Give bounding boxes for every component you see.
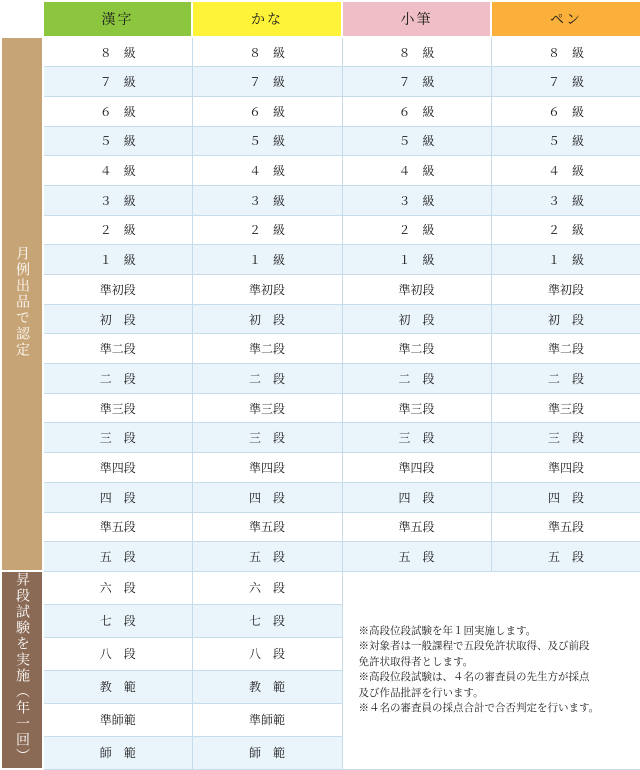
rank-cell-pen: ８ 級 <box>491 37 640 67</box>
rank-cell-kanji: ４ 級 <box>43 156 192 186</box>
rank-cell-kanji: 教 範 <box>43 670 192 703</box>
rank-cell-kanji: ８ 級 <box>43 37 192 67</box>
rank-cell-kanji: ３ 級 <box>43 185 192 215</box>
table-row <box>1 364 640 394</box>
note-line: 免許状取得者とします。 <box>359 655 640 671</box>
rank-cell-pen: 準五段 <box>491 512 640 542</box>
header-pen: ペン <box>491 1 640 37</box>
rank-cell-kanji: ７ 級 <box>43 67 192 97</box>
table-row <box>1 245 640 275</box>
rank-cell-kanji: 三 段 <box>43 423 192 453</box>
rank-cell-kanji: 五 段 <box>43 542 192 572</box>
rank-cell-small-brush: ４ 級 <box>342 156 491 186</box>
rank-cell-pen: 準初段 <box>491 275 640 305</box>
table-row <box>1 542 640 572</box>
rank-cell-kanji: 準初段 <box>43 275 192 305</box>
rank-cell-small-brush: 準二段 <box>342 334 491 364</box>
rank-cell-small-brush: ８ 級 <box>342 37 491 67</box>
rank-cell-pen: 三 段 <box>491 423 640 453</box>
header-kanji: 漢字 <box>43 1 192 37</box>
table-row <box>1 334 640 364</box>
rank-cell-kana: 準二段 <box>192 334 342 364</box>
note-line: ※対象者は一般課程で五段免許状取得、及び前段 <box>359 639 640 655</box>
rank-cell-kana: 準四段 <box>192 453 342 483</box>
rank-cell-kana: 六 段 <box>192 571 342 604</box>
rank-cell-small-brush: ５ 級 <box>342 126 491 156</box>
rank-cell-small-brush: 四 段 <box>342 482 491 512</box>
rank-cell-kana: ５ 級 <box>192 126 342 156</box>
table-row <box>1 156 640 186</box>
table-row <box>1 185 640 215</box>
note-line: ※高段位段試験は、４名の審査員の先生方が採点 <box>359 670 640 686</box>
section-label-exam <box>1 571 43 769</box>
rank-cell-pen: 四 段 <box>491 482 640 512</box>
rank-cell-kana: ６ 級 <box>192 96 342 126</box>
rank-cell-kanji: 準師範 <box>43 703 192 736</box>
table-row <box>1 37 640 67</box>
rank-cell-kana: ２ 級 <box>192 215 342 245</box>
rank-cell-kanji: １ 級 <box>43 245 192 275</box>
section-label-exam-text: 昇段試験を実施（年一回） <box>12 572 32 764</box>
exam-notes <box>342 571 640 769</box>
rank-cell-kana: １ 級 <box>192 245 342 275</box>
note-line: ※４名の審査員の採点合計で合否判定を行います。 <box>359 701 640 717</box>
rank-cell-pen: 五 段 <box>491 542 640 572</box>
rank-cell-kana: 初 段 <box>192 304 342 334</box>
rank-cell-small-brush: １ 級 <box>342 245 491 275</box>
rank-cell-pen: ２ 級 <box>491 215 640 245</box>
table-row <box>1 512 640 542</box>
rank-cell-kanji: 八 段 <box>43 637 192 670</box>
rank-cell-kanji: 六 段 <box>43 571 192 604</box>
rank-cell-kana: 四 段 <box>192 482 342 512</box>
rank-cell-kana: 三 段 <box>192 423 342 453</box>
rank-cell-pen: 準四段 <box>491 453 640 483</box>
rank-cell-small-brush: 準三段 <box>342 393 491 423</box>
rank-cell-kanji: 師 範 <box>43 736 192 769</box>
table-row <box>1 126 640 156</box>
table-row <box>1 67 640 97</box>
table-row <box>1 571 640 604</box>
rank-cell-pen: １ 級 <box>491 245 640 275</box>
rank-cell-pen: ４ 級 <box>491 156 640 186</box>
rank-cell-kana: 準三段 <box>192 393 342 423</box>
rank-cell-kana: 八 段 <box>192 637 342 670</box>
table-row <box>1 215 640 245</box>
rank-cell-pen: ５ 級 <box>491 126 640 156</box>
rank-cell-small-brush: 三 段 <box>342 423 491 453</box>
rank-cell-small-brush: 準五段 <box>342 512 491 542</box>
rank-cell-kanji: 準二段 <box>43 334 192 364</box>
rank-cell-kana: 準五段 <box>192 512 342 542</box>
rank-cell-kanji: 四 段 <box>43 482 192 512</box>
rank-cell-kana: ８ 級 <box>192 37 342 67</box>
rank-cell-pen: ３ 級 <box>491 185 640 215</box>
rank-table-body <box>1 37 640 769</box>
note-line: ※高段位段試験を年１回実施します。 <box>359 624 640 640</box>
rank-cell-pen: ７ 級 <box>491 67 640 97</box>
rank-cell-small-brush: 準四段 <box>342 453 491 483</box>
rank-cell-pen: 初 段 <box>491 304 640 334</box>
rank-cell-kana: 五 段 <box>192 542 342 572</box>
rank-cell-small-brush: ６ 級 <box>342 96 491 126</box>
table-row <box>1 482 640 512</box>
rank-cell-kana: ３ 級 <box>192 185 342 215</box>
rank-cell-kanji: ２ 級 <box>43 215 192 245</box>
section-label-monthly-text: 月例出品で認定 <box>12 246 32 358</box>
rank-cell-kanji: 二 段 <box>43 364 192 394</box>
header-row <box>1 1 640 37</box>
rank-cell-small-brush: ２ 級 <box>342 215 491 245</box>
table-row <box>1 453 640 483</box>
table-row <box>1 304 640 334</box>
header-kana: かな <box>192 1 342 37</box>
header-small-brush: 小筆 <box>342 1 491 37</box>
header-corner <box>1 1 43 37</box>
rank-cell-kana: 師 範 <box>192 736 342 769</box>
rank-cell-kana: 準師範 <box>192 703 342 736</box>
table-row <box>1 96 640 126</box>
rank-cell-kanji: 準四段 <box>43 453 192 483</box>
table-row <box>1 275 640 305</box>
table-row <box>1 423 640 453</box>
rank-cell-kanji: 七 段 <box>43 604 192 637</box>
rank-cell-kana: 教 範 <box>192 670 342 703</box>
rank-cell-kana: 七 段 <box>192 604 342 637</box>
rank-cell-kana: 準初段 <box>192 275 342 305</box>
rank-cell-kanji: 初 段 <box>43 304 192 334</box>
rank-cell-small-brush: 二 段 <box>342 364 491 394</box>
note-line: 及び作品批評を行います。 <box>359 686 640 702</box>
rank-cell-kanji: ５ 級 <box>43 126 192 156</box>
rank-cell-kana: ７ 級 <box>192 67 342 97</box>
table-row <box>1 393 640 423</box>
rank-cell-small-brush: 五 段 <box>342 542 491 572</box>
rank-cell-pen: 二 段 <box>491 364 640 394</box>
rank-cell-kanji: 準五段 <box>43 512 192 542</box>
rank-cell-pen: ６ 級 <box>491 96 640 126</box>
rank-cell-kanji: 準三段 <box>43 393 192 423</box>
rank-cell-small-brush: ３ 級 <box>342 185 491 215</box>
rank-cell-small-brush: ７ 級 <box>342 67 491 97</box>
section-label-monthly <box>1 37 43 571</box>
rank-cell-small-brush: 初 段 <box>342 304 491 334</box>
rank-cell-kanji: ６ 級 <box>43 96 192 126</box>
rank-cell-kana: ４ 級 <box>192 156 342 186</box>
rank-cell-kana: 二 段 <box>192 364 342 394</box>
rank-cell-small-brush: 準初段 <box>342 275 491 305</box>
rank-cell-pen: 準三段 <box>491 393 640 423</box>
rank-cell-pen: 準二段 <box>491 334 640 364</box>
